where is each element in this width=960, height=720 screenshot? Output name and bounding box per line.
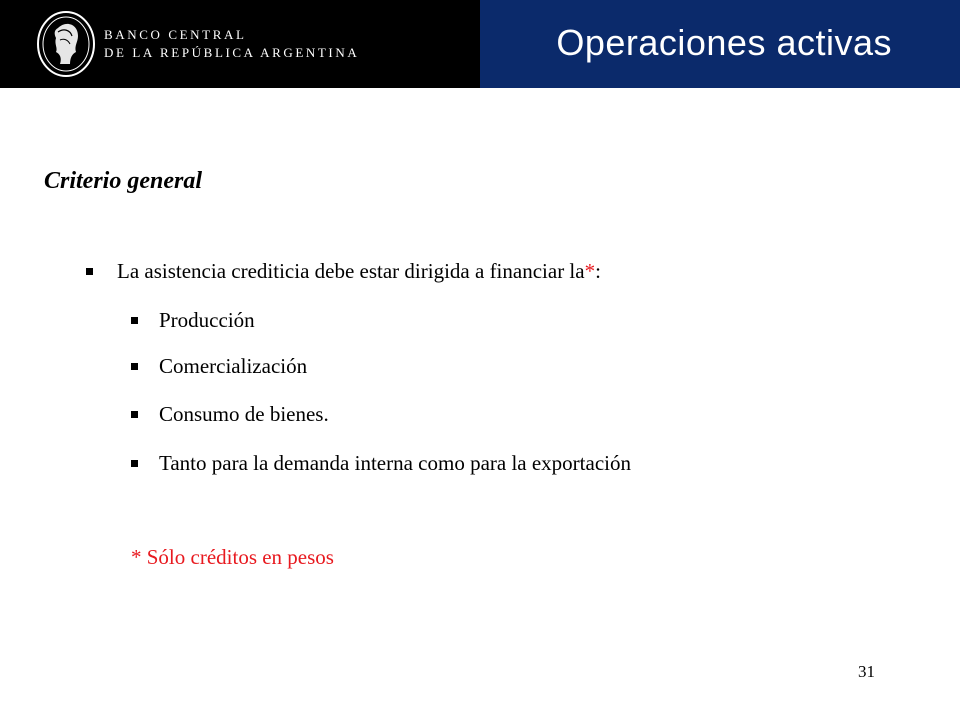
main-bullet-text: La asistencia crediticia debe estar dirigida a financiar la [117, 259, 585, 283]
page-number: 31 [858, 662, 875, 681]
sub-bullet [131, 354, 771, 384]
square-bullet-icon [86, 268, 93, 275]
sub-bullet-text: Tanto para la demanda interna como para la exportación [159, 451, 631, 475]
slide-title: Operaciones activas [556, 22, 892, 63]
sub-bullet-text: Producción [159, 308, 255, 332]
square-bullet-icon [131, 317, 138, 324]
bank-name-line1: BANCO CENTRAL [104, 27, 247, 42]
main-bullet-asterisk: * [584, 259, 596, 283]
footnote: * Sólo créditos en pesos [131, 545, 334, 569]
sub-bullet-text: Consumo de bienes. [159, 402, 329, 426]
header-logo-area [0, 0, 480, 88]
bank-name-line2: DE LA REPÚBLICA ARGENTINA [104, 45, 360, 60]
square-bullet-icon [131, 460, 138, 467]
main-bullet-suffix: : [595, 259, 601, 283]
square-bullet-icon [131, 363, 138, 370]
square-bullet-icon [131, 411, 138, 418]
sub-bullet [131, 451, 831, 481]
main-bullet [86, 259, 786, 289]
sub-bullet-text: Comercialización [159, 354, 308, 378]
sub-bullet [131, 308, 771, 338]
sub-bullet [131, 402, 771, 432]
effigy-seal-icon [36, 10, 96, 78]
section-title: Criterio general [44, 168, 203, 194]
